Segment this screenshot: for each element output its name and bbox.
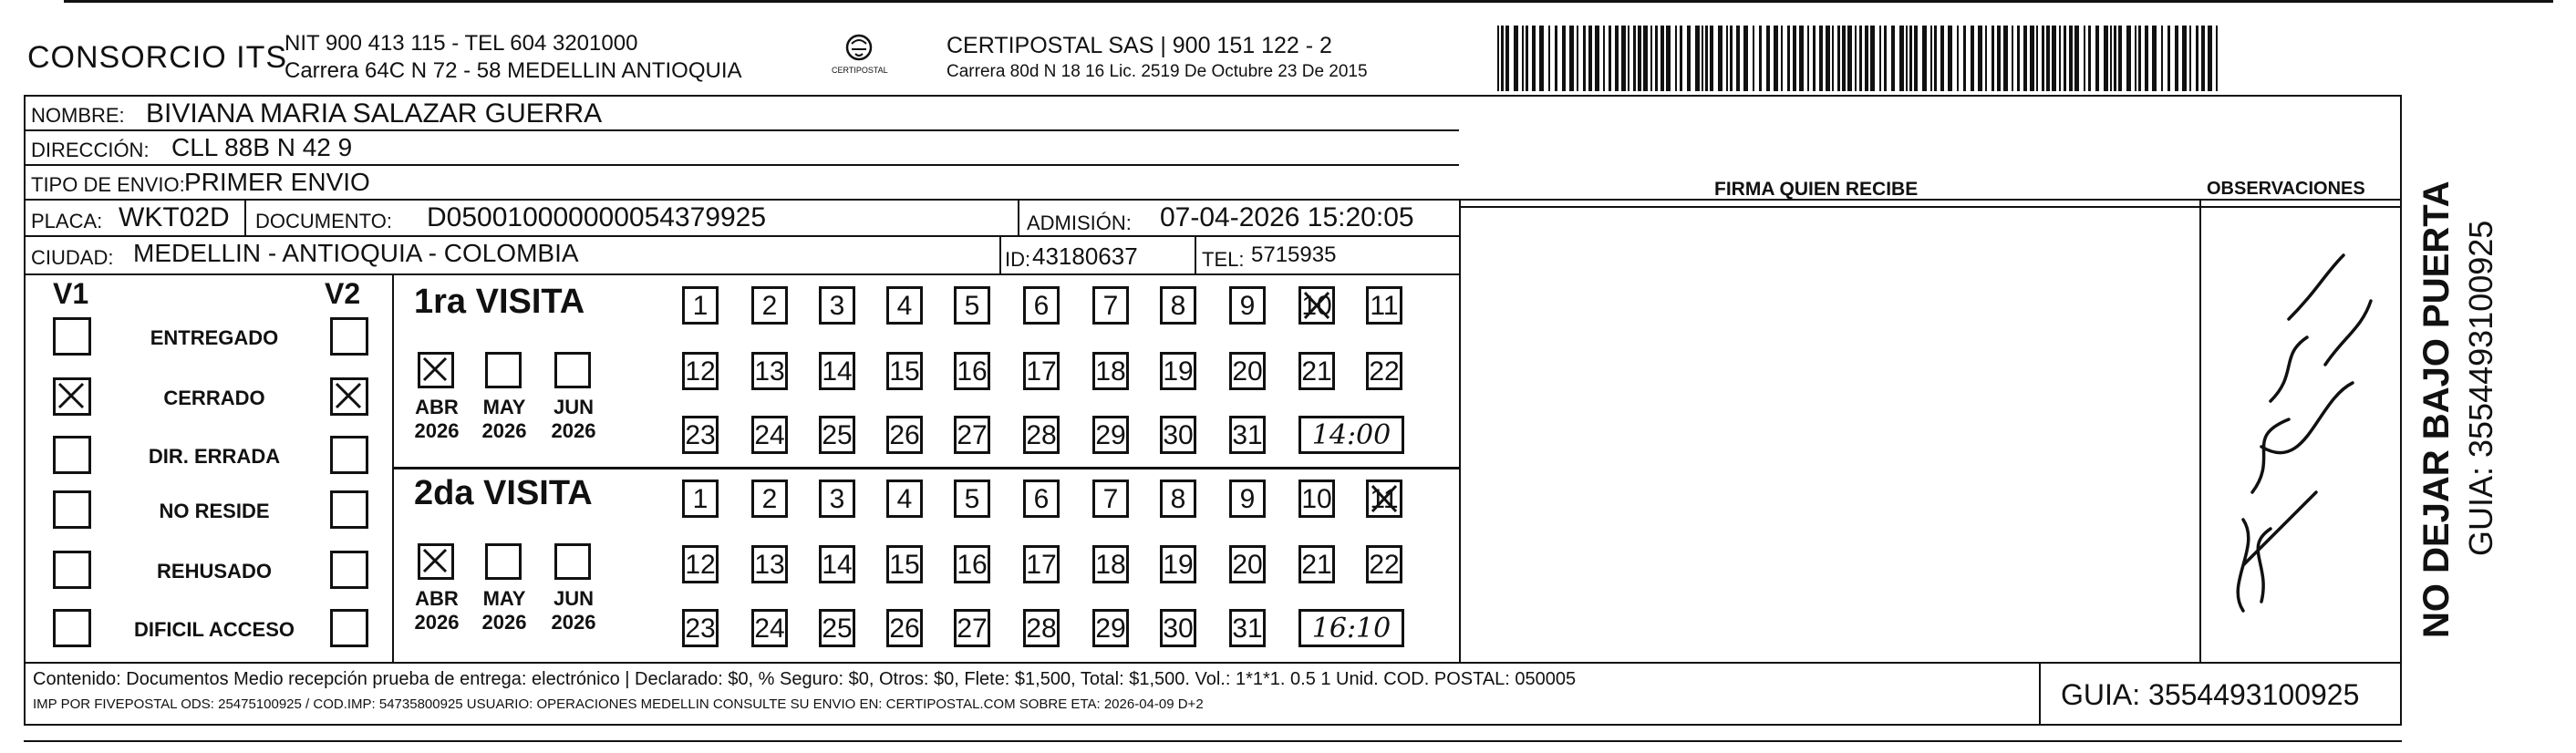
- v1-checkbox[interactable]: [53, 317, 91, 356]
- tipo-envio-value: PRIMER ENVIO: [184, 168, 370, 196]
- day-checkbox[interactable]: 18: [1092, 545, 1129, 583]
- tipo-envio-label: TIPO DE ENVIO:: [31, 173, 185, 196]
- admision-value: 07-04-2026 15:20:05: [1160, 202, 1414, 232]
- barcode-bar: [1638, 26, 1641, 91]
- barcode-bar: [2042, 26, 2044, 91]
- barcode-bar: [1562, 26, 1566, 91]
- check-x-icon: [1301, 289, 1334, 324]
- v2-header: V2: [325, 277, 361, 310]
- v1-checkbox[interactable]: [53, 551, 91, 589]
- day-checkbox[interactable]: 10: [1298, 286, 1335, 325]
- second-visit-title: 2da VISITA: [414, 474, 593, 512]
- barcode-bar: [1609, 26, 1611, 91]
- barcode-bar: [1842, 26, 1846, 91]
- barcode-bar: [2003, 26, 2008, 91]
- documento-label: DOCUMENTO:: [255, 210, 392, 232]
- barcode-bar: [1766, 26, 1770, 91]
- barcode-bar: [1588, 26, 1592, 91]
- day-checkbox[interactable]: 14: [819, 352, 855, 390]
- barcode-bar: [2036, 26, 2038, 91]
- barcode-bar: [1963, 26, 1966, 91]
- month-label: MAY: [482, 396, 526, 418]
- day-checkbox[interactable]: 17: [1023, 352, 1060, 390]
- check-x-icon: [56, 380, 88, 413]
- barcode-bar: [1914, 26, 1918, 91]
- day-checkbox[interactable]: 16: [954, 545, 990, 583]
- barcode-bar: [1870, 26, 1875, 91]
- barcode-bar: [2114, 26, 2116, 91]
- day-checkbox[interactable]: 3: [819, 480, 855, 518]
- v1-header: V1: [53, 277, 89, 310]
- year-label: 2026: [414, 419, 460, 442]
- day-checkbox[interactable]: 2: [751, 286, 788, 325]
- barcode-bar: [1718, 26, 1723, 91]
- day-checkbox[interactable]: 9: [1229, 286, 1266, 325]
- company-name: CONSORCIO ITS: [27, 40, 288, 75]
- day-checkbox[interactable]: 8: [1160, 286, 1196, 325]
- barcode-bar: [1743, 26, 1748, 91]
- admision-label: ADMISIÓN:: [1027, 211, 1132, 234]
- month-checkbox[interactable]: [485, 543, 522, 580]
- day-checkbox[interactable]: 13: [751, 352, 788, 390]
- barcode-bar: [2046, 26, 2050, 91]
- barcode-bar: [1603, 26, 1605, 91]
- check-x-icon: [420, 546, 451, 577]
- day-checkbox[interactable]: 16: [954, 352, 990, 390]
- day-checkbox[interactable]: 15: [886, 545, 923, 583]
- status-option-label: NO RESIDE: [159, 500, 270, 522]
- month-label: JUN: [553, 396, 594, 418]
- barcode-bar: [1859, 26, 1862, 91]
- barcode-bar: [1702, 26, 1703, 91]
- day-checkbox[interactable]: 28: [1023, 416, 1060, 454]
- barcode-bar: [1922, 26, 1927, 91]
- certipostal-logo: [832, 33, 886, 80]
- form-frame: [24, 95, 2402, 726]
- nombre-label: NOMBRE:: [31, 104, 125, 127]
- month-checkbox[interactable]: [418, 352, 454, 388]
- day-checkbox[interactable]: 1: [682, 286, 719, 325]
- month-label: ABR: [415, 587, 459, 610]
- day-checkbox[interactable]: 10: [1298, 480, 1335, 518]
- barcode-bar: [2208, 26, 2212, 91]
- barcode-bar: [1909, 26, 1912, 91]
- barcode-bar: [1577, 26, 1578, 91]
- day-checkbox[interactable]: 6: [1023, 286, 1060, 325]
- barcode-bar: [1726, 26, 1728, 91]
- barcode-bar: [1985, 26, 1987, 91]
- barcode-bar: [2110, 26, 2112, 91]
- day-checkbox[interactable]: 25: [819, 416, 855, 454]
- nombre-value: BIVIANA MARIA SALAZAR GUERRA: [146, 98, 603, 129]
- day-checkbox[interactable]: 5: [954, 286, 990, 325]
- barcode-bar: [2135, 26, 2136, 91]
- status-option-label: REHUSADO: [157, 560, 272, 583]
- first-visit-title: 1ra VISITA: [414, 283, 585, 321]
- side-guia: GUIA: 3554493100925: [2462, 220, 2499, 556]
- barcode-bar: [2095, 26, 2099, 91]
- day-checkbox[interactable]: 5: [954, 480, 990, 518]
- barcode-bar: [1826, 26, 1830, 91]
- v2-checkbox[interactable]: [330, 551, 368, 589]
- day-checkbox[interactable]: 12: [682, 545, 719, 583]
- day-checkbox[interactable]: 18: [1092, 352, 1129, 390]
- month-label: JUN: [553, 587, 594, 610]
- ciudad-value: MEDELLIN - ANTIOQUIA - COLOMBIA: [133, 239, 579, 267]
- barcode-bar: [2138, 26, 2141, 91]
- barcode-bar: [2161, 26, 2163, 91]
- barcode-bar: [1666, 26, 1671, 91]
- barcode-bar: [2167, 26, 2170, 91]
- day-checkbox[interactable]: 20: [1229, 352, 1266, 390]
- barcode-bar: [2182, 26, 2187, 91]
- day-checkbox[interactable]: 31: [1229, 609, 1266, 647]
- barcode-bar: [2189, 26, 2191, 91]
- v2-checkbox[interactable]: [330, 609, 368, 647]
- barcode-bar: [1879, 26, 1881, 91]
- barcode-bar: [1799, 26, 1804, 91]
- barcode-bar: [1710, 26, 1713, 91]
- observaciones-header: OBSERVACIONES: [2207, 179, 2365, 199]
- barcode-bar: [2104, 26, 2108, 91]
- barcode-bar: [1705, 26, 1708, 91]
- day-checkbox[interactable]: 19: [1160, 545, 1196, 583]
- day-checkbox[interactable]: 13: [751, 545, 788, 583]
- placa-value: WKT02D: [119, 202, 230, 232]
- barcode-bar: [1847, 26, 1852, 91]
- barcode-bar: [2175, 26, 2178, 91]
- barcode-bar: [1759, 26, 1762, 91]
- day-checkbox[interactable]: 24: [751, 416, 788, 454]
- day-checkbox[interactable]: 26: [886, 416, 923, 454]
- day-checkbox[interactable]: 27: [954, 416, 990, 454]
- barcode-bar: [1615, 26, 1619, 91]
- placa-label: PLACA:: [31, 210, 103, 232]
- barcode-bar: [1539, 26, 1544, 91]
- day-checkbox[interactable]: 4: [886, 480, 923, 518]
- barcode-bar: [2017, 26, 2020, 91]
- barcode-bar: [1899, 26, 1904, 91]
- certipostal-info: CERTIPOSTAL SAS | 900 151 122 - 2: [947, 33, 1332, 58]
- barcode-bar: [1548, 26, 1550, 91]
- month-checkbox[interactable]: [418, 543, 454, 580]
- month-label: MAY: [482, 587, 526, 610]
- day-checkbox[interactable]: 14: [819, 545, 855, 583]
- barcode-bar: [2030, 26, 2034, 91]
- contenido-text: Contenido: Documentos Medio recepción prueba de entrega: electrónico | Declarado: $0, % Seguro: $0, Otros: $0, Flete: $1,500, Total: $1,500. Vol.: 1*1*1. 0.5 1 Unid. COD. POSTAL: 050005: [33, 669, 1577, 689]
- guia-box: GUIA: 3554493100925: [2061, 678, 2360, 711]
- v1-checkbox[interactable]: [53, 609, 91, 647]
- month-checkbox[interactable]: [554, 543, 591, 580]
- barcode-bar: [1837, 26, 1840, 91]
- barcode-bar: [2088, 26, 2091, 91]
- month-checkbox[interactable]: [485, 352, 522, 388]
- barcode-bar: [1695, 26, 1700, 91]
- barcode-bar: [1978, 26, 1982, 91]
- company-address: Carrera 64C N 72 - 58 MEDELLIN ANTIOQUIA: [284, 58, 742, 83]
- barcode-bar: [1884, 26, 1887, 91]
- barcode-bar: [1680, 26, 1682, 91]
- barcode-bar: [1948, 26, 1952, 91]
- tel-value: 5715935: [1251, 242, 1337, 267]
- day-checkbox[interactable]: 3: [819, 286, 855, 325]
- barcode-bar: [2216, 26, 2218, 91]
- v2-checkbox[interactable]: [330, 436, 368, 474]
- day-checkbox[interactable]: 7: [1092, 286, 1129, 325]
- company-nit: NIT 900 413 115 - TEL 604 3201000: [284, 31, 638, 56]
- month-label: ABR: [415, 396, 459, 418]
- day-checkbox[interactable]: 9: [1229, 480, 1266, 518]
- barcode-bar: [2196, 26, 2198, 91]
- barcode-bar: [2052, 26, 2056, 91]
- barcode-bar: [1595, 26, 1599, 91]
- day-checkbox[interactable]: 24: [751, 609, 788, 647]
- barcode-bar: [1660, 26, 1664, 91]
- day-checkbox[interactable]: 11: [1366, 286, 1402, 325]
- barcode-bar: [2012, 26, 2013, 91]
- year-label: 2026: [414, 611, 460, 634]
- barcode-bar: [1781, 26, 1783, 91]
- barcode-bar: [1569, 26, 1574, 91]
- barcode-bar: [1532, 26, 1536, 91]
- barcode-bar: [1787, 26, 1790, 91]
- barcode-bar: [1501, 26, 1504, 91]
- barcode-bar: [2084, 26, 2085, 91]
- year-label: 2026: [481, 611, 527, 634]
- v2-checkbox[interactable]: [330, 490, 368, 529]
- v1-checkbox[interactable]: [53, 490, 91, 529]
- day-checkbox[interactable]: 20: [1229, 545, 1266, 583]
- barcode-bar: [1934, 26, 1937, 91]
- day-checkbox[interactable]: 6: [1023, 480, 1060, 518]
- barcode-bar: [1514, 26, 1518, 91]
- id-label: ID:: [1005, 248, 1031, 271]
- barcode-bar: [1736, 26, 1740, 91]
- day-checkbox[interactable]: 22: [1366, 545, 1402, 583]
- day-checkbox[interactable]: 29: [1092, 609, 1129, 647]
- barcode-bar: [1583, 26, 1586, 91]
- barcode-bar: [1819, 26, 1823, 91]
- day-checkbox[interactable]: 28: [1023, 609, 1060, 647]
- year-label: 2026: [551, 611, 596, 634]
- barcode-bar: [1906, 26, 1908, 91]
- barcode-bar: [1555, 26, 1557, 91]
- check-x-icon: [1369, 482, 1402, 517]
- year-label: 2026: [551, 419, 596, 442]
- barcode-bar: [2126, 26, 2131, 91]
- status-option-label: CERRADO: [163, 387, 265, 409]
- barcode-bar: [1971, 26, 1974, 91]
- day-checkbox[interactable]: 11: [1366, 480, 1402, 518]
- direccion-label: DIRECCIÓN:: [31, 139, 150, 161]
- day-checkbox[interactable]: 21: [1298, 352, 1335, 390]
- barcode-bar: [2059, 26, 2061, 91]
- day-checkbox[interactable]: 2: [751, 480, 788, 518]
- barcode-bar: [1807, 26, 1809, 91]
- barcode-bar: [1643, 26, 1648, 91]
- barcode-bar: [2145, 26, 2148, 91]
- barcode-bar: [2064, 26, 2066, 91]
- barcode-bar: [1497, 26, 1499, 91]
- day-checkbox[interactable]: 8: [1160, 480, 1196, 518]
- v2-checkbox[interactable]: [330, 377, 368, 416]
- barcode-bar: [1855, 26, 1857, 91]
- month-checkbox[interactable]: [554, 352, 591, 388]
- barcode-bar: [1650, 26, 1652, 91]
- day-checkbox[interactable]: 26: [886, 609, 923, 647]
- check-x-icon: [420, 355, 451, 386]
- barcode-bar: [1633, 26, 1636, 91]
- barcode-bar: [2074, 26, 2079, 91]
- barcode-bar: [1891, 26, 1895, 91]
- day-checkbox[interactable]: 17: [1023, 545, 1060, 583]
- barcode-bar: [1522, 26, 1524, 91]
- barcode-bar: [2023, 26, 2027, 91]
- certipostal-license: Carrera 80d N 18 16 Lic. 2519 De Octubre 23 De 2015: [947, 62, 1368, 81]
- barcode-bar: [1930, 26, 1932, 91]
- day-checkbox[interactable]: 1: [682, 480, 719, 518]
- barcode: [1497, 26, 2227, 91]
- barcode-bar: [1813, 26, 1816, 91]
- day-checkbox[interactable]: 30: [1160, 609, 1196, 647]
- day-checkbox[interactable]: 27: [954, 609, 990, 647]
- day-checkbox[interactable]: 4: [886, 286, 923, 325]
- day-checkbox[interactable]: 25: [819, 609, 855, 647]
- day-checkbox[interactable]: 7: [1092, 480, 1129, 518]
- year-label: 2026: [481, 419, 527, 442]
- day-checkbox[interactable]: 12: [682, 352, 719, 390]
- v1-checkbox[interactable]: [53, 377, 91, 416]
- status-option-label: DIFICIL ACCESO: [133, 618, 295, 641]
- time-field[interactable]: 14:00: [1298, 416, 1404, 454]
- day-checkbox[interactable]: 23: [682, 416, 719, 454]
- barcode-bar: [1774, 26, 1778, 91]
- barcode-bar: [2069, 26, 2073, 91]
- firma-header: FIRMA QUIEN RECIBE: [1714, 179, 1919, 200]
- day-checkbox[interactable]: 30: [1160, 416, 1196, 454]
- barcode-bar: [1628, 26, 1629, 91]
- barcode-bar: [1687, 26, 1691, 91]
- barcode-bar: [1675, 26, 1677, 91]
- status-option-label: DIR. ERRADA: [148, 445, 281, 468]
- barcode-bar: [1505, 26, 1509, 91]
- barcode-bar: [1865, 26, 1868, 91]
- id-value: 43180637: [1032, 242, 1138, 270]
- day-checkbox[interactable]: 23: [682, 609, 719, 647]
- day-checkbox[interactable]: 31: [1229, 416, 1266, 454]
- barcode-bar: [2201, 26, 2205, 91]
- day-checkbox[interactable]: 19: [1160, 352, 1196, 390]
- barcode-bar: [1526, 26, 1528, 91]
- day-checkbox[interactable]: 29: [1092, 416, 1129, 454]
- time-field[interactable]: 16:10: [1298, 609, 1404, 647]
- barcode-bar: [1621, 26, 1626, 91]
- barcode-bar: [1940, 26, 1944, 91]
- barcode-bar: [1832, 26, 1834, 91]
- status-option-label: ENTREGADO: [150, 326, 279, 349]
- v1-checkbox[interactable]: [53, 436, 91, 474]
- tel-label: TEL:: [1202, 248, 1245, 271]
- direccion-value: CLL 88B N 42 9: [171, 133, 353, 161]
- barcode-bar: [1730, 26, 1733, 91]
- ciudad-label: CIUDAD:: [31, 246, 114, 269]
- v2-checkbox[interactable]: [330, 317, 368, 356]
- barcode-bar: [1997, 26, 2001, 91]
- barcode-bar: [2152, 26, 2157, 91]
- check-x-icon: [333, 380, 366, 413]
- imp-text: IMP POR FIVEPOSTAL ODS: 25475100925 / COD.IMP: 54735800925 USUARIO: OPERACIONES MEDELLIN CONSULTE SU ENVIO EN: CERTIPOSTAL.COM SOBRE ETA: 2026-04-09 D+2: [33, 696, 1204, 712]
- day-checkbox[interactable]: 22: [1366, 352, 1402, 390]
- barcode-bar: [1957, 26, 1959, 91]
- handwritten-signature: [2207, 219, 2389, 656]
- side-warning: NO DEJAR BAJO PUERTA: [2416, 181, 2457, 638]
- day-checkbox[interactable]: 21: [1298, 545, 1335, 583]
- barcode-bar: [1753, 26, 1754, 91]
- logo-caption: CERTIPOSTAL: [832, 66, 888, 75]
- barcode-bar: [1991, 26, 1994, 91]
- barcode-bar: [1655, 26, 1658, 91]
- day-checkbox[interactable]: 15: [886, 352, 923, 390]
- barcode-bar: [2118, 26, 2122, 91]
- barcode-bar: [1793, 26, 1796, 91]
- documento-value: D050010000000054379925: [427, 202, 767, 232]
